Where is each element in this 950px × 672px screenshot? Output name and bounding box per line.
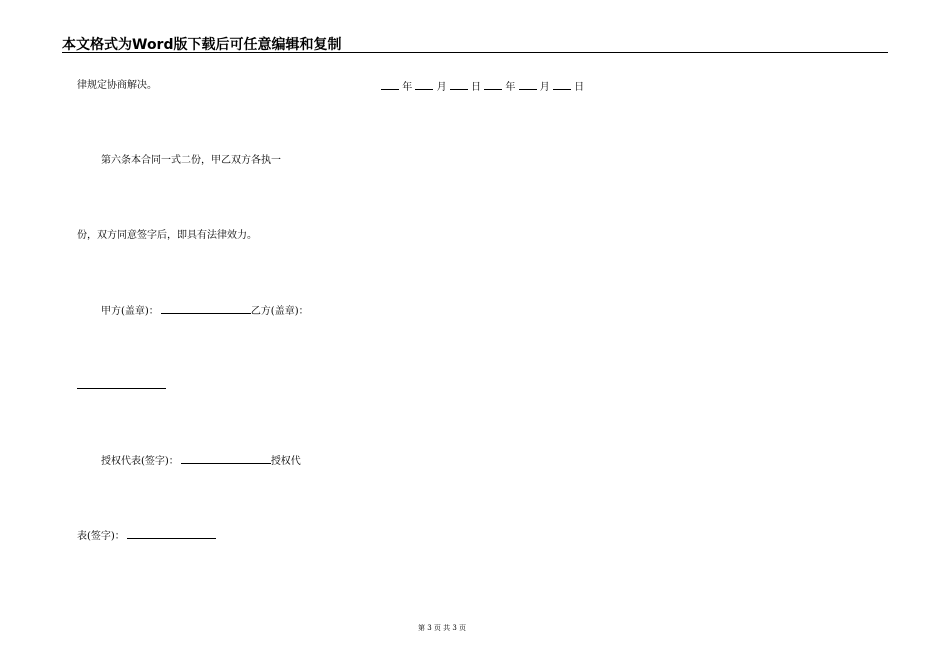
month-blank-2 [519, 80, 537, 90]
party-b-label: 乙方(盖章)： [250, 306, 309, 317]
text-line-law: 律规定协商解决。 [77, 80, 157, 91]
month-blank-1 [415, 80, 433, 90]
year-blank-1 [381, 80, 399, 90]
rep-a-label: 授权代表(签字)： [101, 456, 179, 467]
party-a-signature-line [161, 304, 251, 314]
day-blank-2 [553, 80, 571, 90]
year-label-1: 年 [402, 82, 413, 93]
rep-b-signature-line [127, 529, 216, 539]
header-divider [62, 52, 888, 53]
rep-b-label-part2: 表(签字)： [77, 531, 125, 542]
month-label-2: 月 [539, 82, 550, 93]
article6-line2: 份，双方同意签字后，即具有法律效力。 [77, 230, 257, 241]
page-number-footer: 第 3 页 共 3 页 [417, 624, 467, 632]
document-header-title: 本文格式为Word版下载后可任意编辑和复制 [62, 37, 342, 53]
rep-a-signature-line [181, 454, 271, 464]
day-blank-1 [450, 80, 468, 90]
party-a-label: 甲方(盖章)： [101, 306, 159, 317]
day-label-1: 日 [470, 82, 481, 93]
party-signature-row [101, 304, 309, 318]
date-row [381, 80, 584, 94]
year-blank-2 [484, 80, 502, 90]
day-label-2: 日 [574, 82, 585, 93]
month-label-1: 月 [436, 82, 447, 93]
year-label-2: 年 [505, 82, 516, 93]
rep-signature-row-a [101, 454, 301, 468]
party-b-signature-line [77, 379, 166, 389]
article6-line1: 第六条本合同一式二份，甲乙双方各执一 [101, 155, 281, 166]
rep-b-label-part1: 授权代 [270, 456, 301, 467]
party-b-signature-row [77, 379, 166, 393]
rep-signature-row-b [77, 529, 216, 543]
